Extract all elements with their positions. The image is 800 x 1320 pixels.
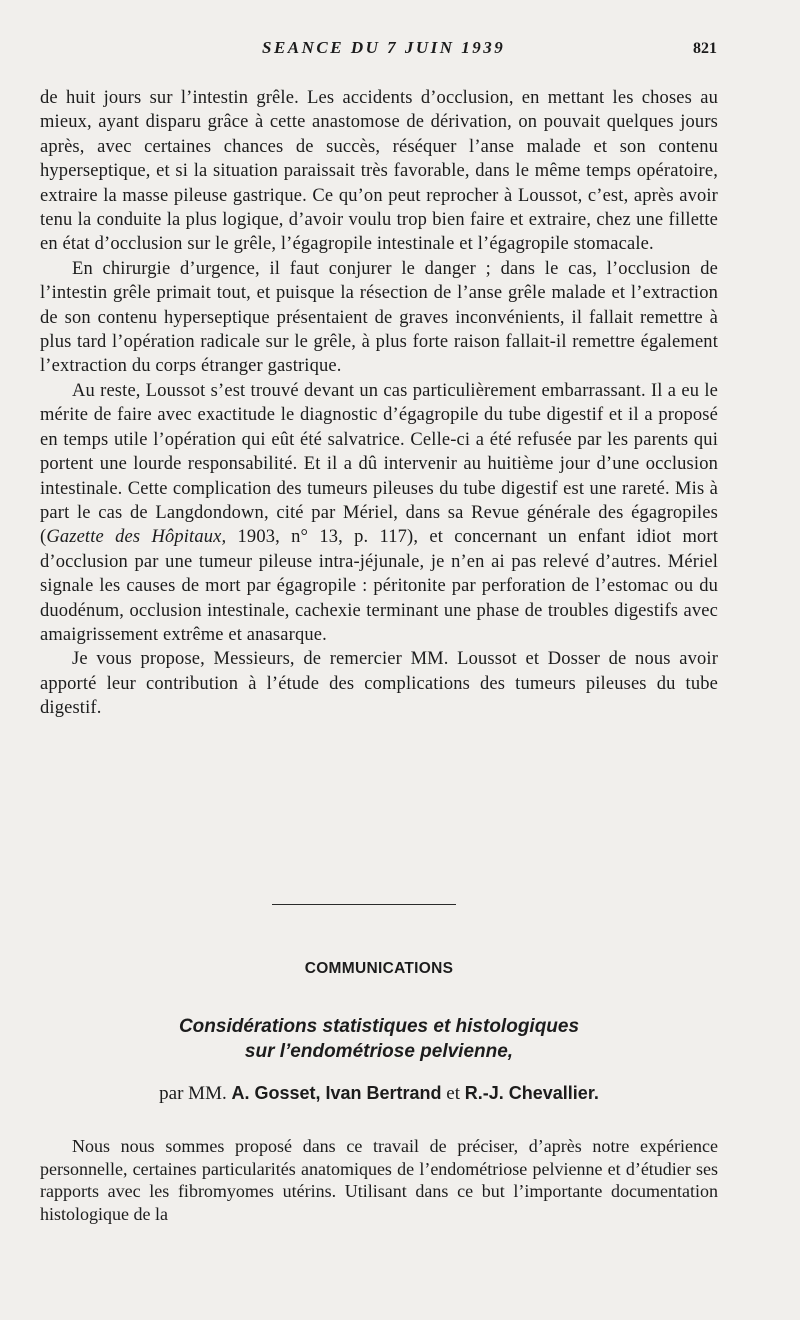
author-names-1: A. Gosset, Ivan Bertrand — [231, 1083, 442, 1103]
article-intro — [40, 1135, 718, 1225]
page-number: 821 — [693, 40, 717, 57]
authors-conjunction: et — [441, 1083, 465, 1104]
paragraph-4: Je vous propose, Messieurs, de remercier MM. Loussot et Dosser de nous avoir apporté leur contribution à l’étude des complications des tumeurs pileuses du tube digestif. — [40, 649, 718, 719]
citation-journal: Gazette des Hôpitaux, — [46, 527, 227, 548]
paragraph-3-text: Au reste, Loussot s’est trouvé devant un cas particulièrement embarrassant. Il a eu le mérite de faire avec exactitude le diagnostic d’égagropile du tube digestif et il a proposé en temps utile l’opération qui eût été salvatrice. Celle-ci a été refusée par les parents qui portent une lourde responsabilité. Et il a dû intervenir au huitième jour d’une occlusion intestinale. Cette complication des tumeurs pileuses du tube digestif est une rareté. Mis à part le cas de Langdondown, cité par Mériel, dans sa Revue générale des égagropiles ( — [40, 380, 718, 548]
article-intro-paragraph: Nous nous sommes proposé dans ce travail de préciser, d’après notre expérience personnelle, certaines particularités anatomiques de l’endométriose pelvienne et d’étudier ses rapports avec les fibromyomes utérins. Utilisant dans ce but l’importante documentation histologique de la — [40, 1136, 718, 1224]
section-heading: COMMUNICATIONS — [304, 960, 454, 977]
article-title-line-2: sur l’endométriose pelvienne, — [244, 1041, 514, 1062]
author-names-2: R.-J. Chevallier. — [464, 1083, 599, 1103]
article-title — [0, 1014, 758, 1064]
page-header — [0, 38, 800, 68]
article-authors — [0, 1083, 758, 1105]
running-title: SEANCE DU 7 JUIN 1939 — [262, 38, 506, 57]
paragraph-2: En chirurgie d’urgence, il faut conjurer le danger ; dans le cas, l’occlusion de l’intestin grêle primait tout, et puisque la résection de l’anse grêle malade et l’extraction de son contenu hyperseptique présentaient de graves inconvénients, il fallait remettre à plus tard l’opération radicale sur le grêle, à plus forte raison fallait-il remettre également l’extraction du corps étranger gastrique. — [40, 258, 718, 377]
authors-prefix: par MM. — [159, 1083, 232, 1104]
paragraph-3 — [40, 379, 718, 647]
paragraph-3-tail: 1903, n° 13, p. 117), et concernant un enfant idiot mort d’occlusion par une tumeur pileuse intra-jéjunale, je n’en ai pas relevé d’autres. Mériel signale les causes de mort par égagropile : péritonite par perforation de l’estomac ou du duodénum, occlusion intestinale, cachexie terminant une phase de troubles digestifs avec amaigrissement extrême et anasarque. — [40, 527, 718, 645]
section-divider — [272, 904, 456, 905]
body-text — [40, 86, 718, 721]
paragraph-1: de huit jours sur l’intestin grêle. Les accidents d’occlusion, en mettant les choses au mieux, ayant disparu grâce à cette anastomose de dérivation, on pouvait quelques jours après, avec certaines chances de succès, réséquer l’anse malade et son contenu hyperseptique, et si la situation paraissait très favorable, dans le même temps opératoire, extraire la masse pileuse gastrique. Ce qu’on peut reprocher à Loussot, c’est, après avoir tenu la conduite la plus logique, d’avoir voulu trop bien faire et extraire, chez une fillette en état d’occlusion sur le grêle, l’égagropile intestinale et l’égagropile stomacale. — [40, 88, 718, 255]
article-title-line-1: Considérations statistiques et histologiques — [178, 1016, 580, 1037]
